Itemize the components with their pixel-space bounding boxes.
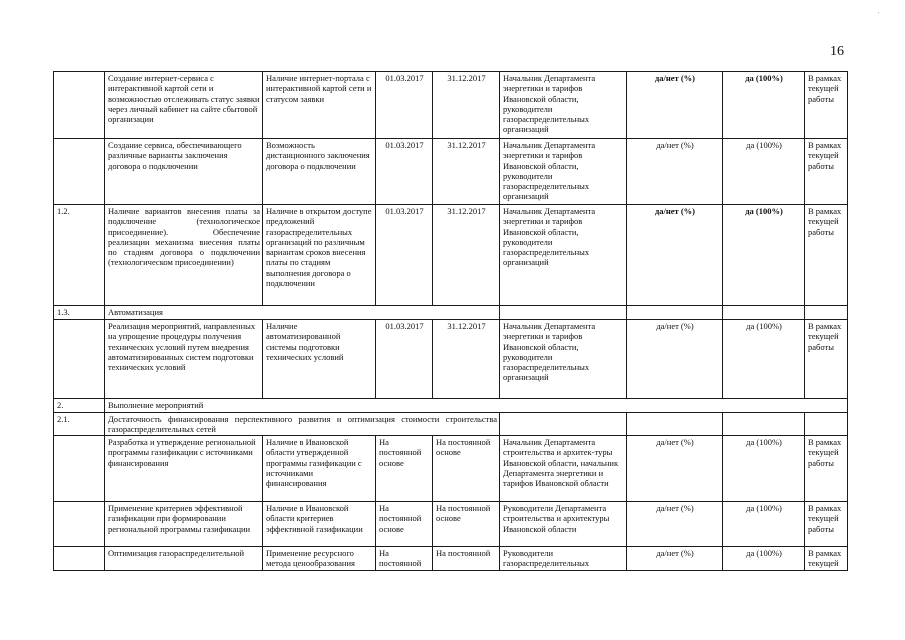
value-type: да/нет (%) [627,139,723,205]
responsible-cell: Начальник Департамента строительства и архитек-туры Ивановской области, начальник Департамента энергетики и тарифов Ивановской области [500,436,627,502]
start-date: На постоянной основе [376,502,433,547]
resources-cell: В рамках текущей работы [805,320,848,399]
event-cell: Разработка и утверждение региональной программы газификации с источниками финансирования [105,436,263,502]
end-date: На постоянной [433,547,500,571]
row-number [54,547,105,571]
target-value: да (100%) [723,547,805,571]
row-number [54,502,105,547]
responsible-cell: Начальник Департамента энергетики и тарифов Ивановской области, руководители газораспределительных организаций [500,72,627,139]
responsible-cell: Начальник Департамента энергетики и тарифов Ивановской области, руководители газораспределительных организаций [500,320,627,399]
start-date: На постоянной основе [376,436,433,502]
resources-cell: В рамках текущей работы [805,436,848,502]
indicator-cell: Наличие интернет-портала с интерактивной картой сети и статусом заявки [263,72,376,139]
row-number [54,320,105,399]
row-number [54,139,105,205]
responsible-cell: Начальник Департамента энергетики и тарифов Ивановской области, руководители газораспределительных организаций [500,139,627,205]
value-type: да/нет (%) [627,547,723,571]
page-number: 16 [830,44,844,59]
value-type: да/нет (%) [627,502,723,547]
section-number: 2. [54,399,105,413]
section-number: 1.3. [54,306,105,320]
row-number [54,72,105,139]
start-date: 01.03.2017 [376,320,433,399]
section-title: Выполнение мероприятий [105,399,848,413]
resources-cell: В рамках текущей [805,547,848,571]
indicator-cell: Наличие в Ивановской области критериев эффективной газификации [263,502,376,547]
resources-cell: В рамках текущей работы [805,205,848,306]
section-title: Достаточность финансирования перспективного развития и оптимизация стоимости строительства газораспределительных сетей [105,413,500,436]
responsible-cell: Руководители Департамента строительства и архитектуры Ивановской области [500,502,627,547]
empty-cell [805,413,848,436]
target-value: да (100%) [723,72,805,139]
empty-cell [627,306,723,320]
row-number [54,436,105,502]
event-cell: Применение критериев эффективной газификации при формировании региональной программы газификации [105,502,263,547]
event-cell: Оптимизация газораспределительной [105,547,263,571]
event-cell: Создание интернет-сервиса с интерактивной картой сети и возможностью отслеживать статус заявки через личный кабинет на сайте сбытовой организации [105,72,263,139]
end-date: 31.12.2017 [433,139,500,205]
section-row [54,399,848,413]
target-value: да (100%) [723,139,805,205]
responsible-cell: Руководители газораспределительных [500,547,627,571]
section-number: 2.1. [54,413,105,436]
end-date: 31.12.2017 [433,72,500,139]
indicator-cell: Применение ресурсного метода ценообразования [263,547,376,571]
section-row [54,306,848,320]
section-row [54,413,848,436]
table-row [54,436,848,502]
value-type: да/нет (%) [627,205,723,306]
table-row [54,139,848,205]
start-date: 01.03.2017 [376,205,433,306]
event-cell: Создание сервиса, обеспечивающего различные варианты заключения договора о подключении [105,139,263,205]
resources-cell: В рамках текущей работы [805,502,848,547]
event-cell: Реализация мероприятий, направленных на упрощение процедуры получения технических условий путем внедрения автоматизированных систем подготовки технических условий [105,320,263,399]
resources-cell: В рамках текущей работы [805,72,848,139]
empty-cell [500,306,627,320]
end-date: 31.12.2017 [433,320,500,399]
value-type: да/нет (%) [627,72,723,139]
table-row [54,547,848,571]
end-date: На постоянной основе [433,436,500,502]
empty-cell [500,413,627,436]
row-number: 1.2. [54,205,105,306]
responsible-cell: Начальник Департамента энергетики и тарифов Ивановской области, руководители газораспределительных организаций [500,205,627,306]
table-row [54,320,848,399]
end-date: 31.12.2017 [433,205,500,306]
resources-cell: В рамках текущей работы [805,139,848,205]
value-type: да/нет (%) [627,320,723,399]
target-value: да (100%) [723,436,805,502]
section-title: Автоматизация [105,306,500,320]
start-date: На постоянной [376,547,433,571]
empty-cell [723,413,805,436]
measures-table [53,71,848,571]
indicator-cell: Наличие автоматизированной системы подготовки технических условий [263,320,376,399]
value-type: да/нет (%) [627,436,723,502]
target-value: да (100%) [723,205,805,306]
indicator-cell: Возможность дистанционного заключения договора о подключении [263,139,376,205]
table-row [54,502,848,547]
event-cell: Наличие вариантов внесения платы за подключение (технологическое присоединение). Обеспечение реализации механизма внесения платы по стадиям договора о подключении (технологическом присоединении) [105,205,263,306]
end-date: На постоянной основе [433,502,500,547]
start-date: 01.03.2017 [376,72,433,139]
target-value: да (100%) [723,320,805,399]
table-row [54,205,848,306]
target-value: да (100%) [723,502,805,547]
empty-cell [723,306,805,320]
indicator-cell: Наличие в Ивановской области утвержденной программы газификации с источниками финансирования [263,436,376,502]
start-date: 01.03.2017 [376,139,433,205]
empty-cell [805,306,848,320]
indicator-cell: Наличие в открытом доступе предложений газораспределительных организаций по различным вариантам сроков внесения платы по стадиям выполнения договора о подключении [263,205,376,306]
table-row [54,72,848,139]
empty-cell [627,413,723,436]
corner-mark: ' [878,12,880,18]
